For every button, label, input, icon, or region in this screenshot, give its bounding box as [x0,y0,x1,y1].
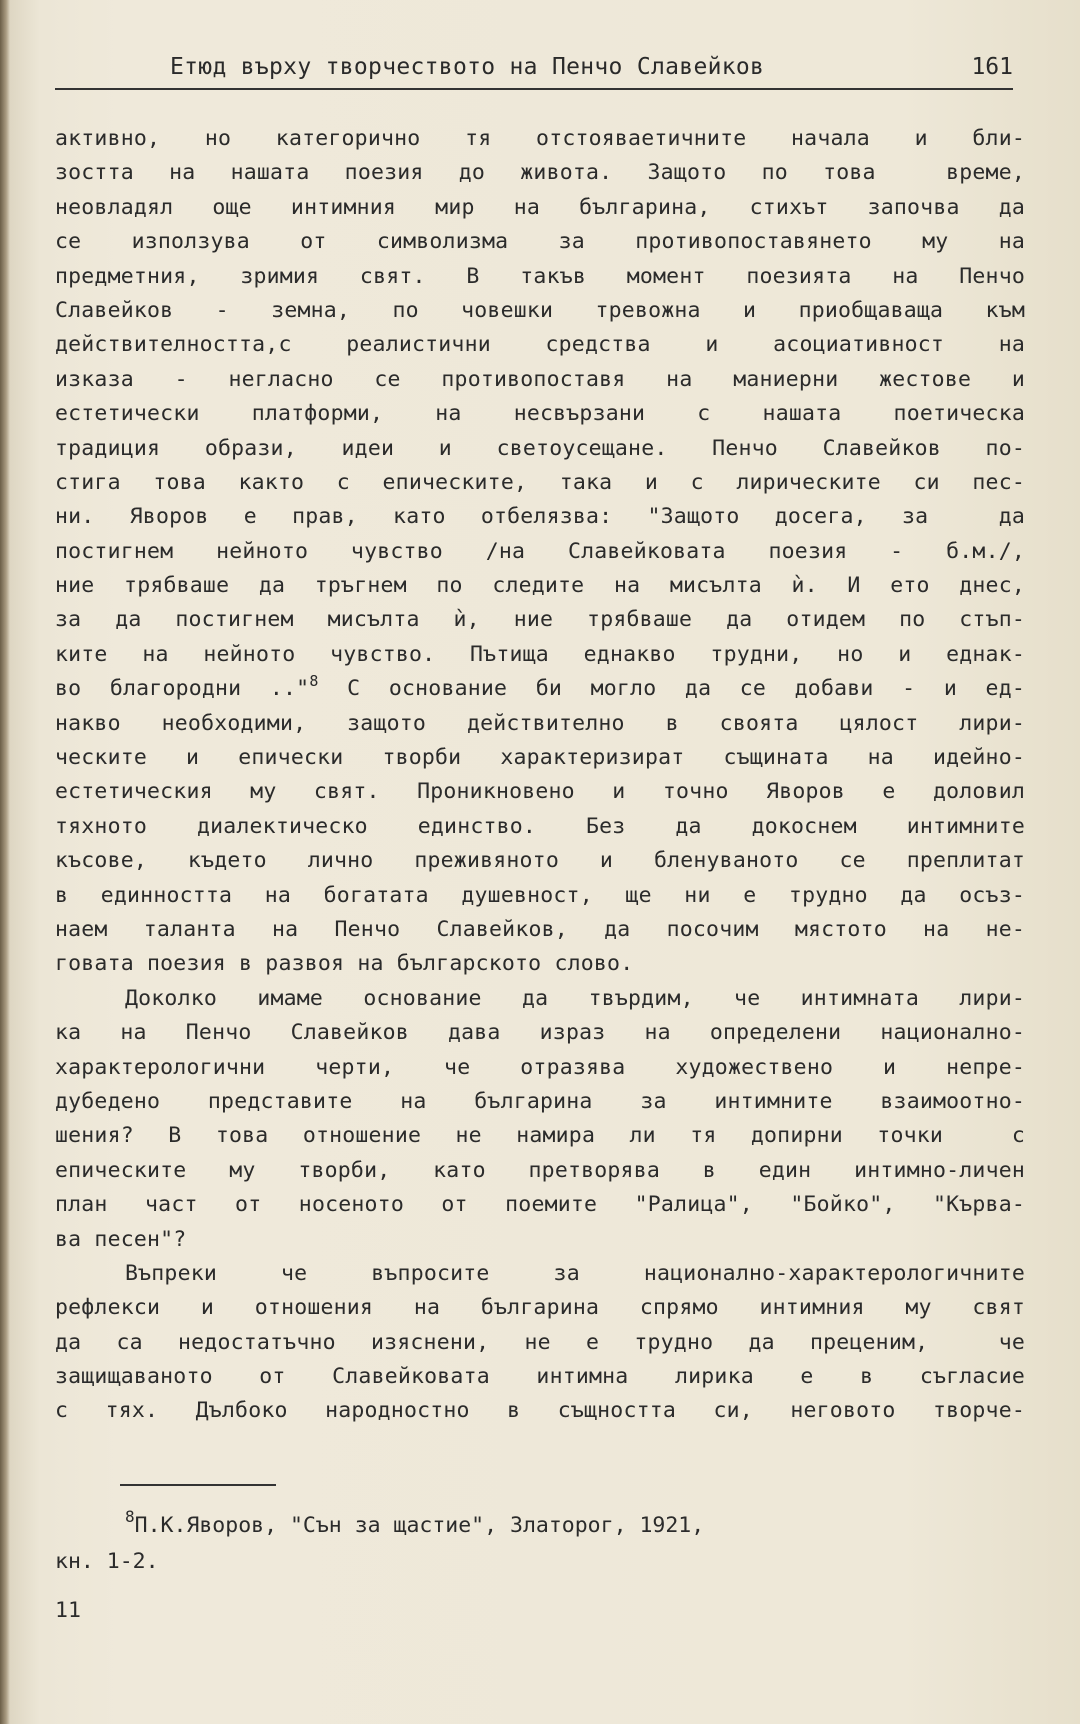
text-line: стига това както с епическите, така и с лирическите си пес- [55,469,1025,495]
text-line: дубедено представите на българина за интимните взаимоотно- [55,1088,1025,1114]
text-line: план част от носеното от поемите "Ралица", "Бойко", "Кърва- [55,1192,1025,1218]
text-line: ческите и епически творби характеризират същината на идейно- [55,745,1025,771]
text-line: наем таланта на Пенчо Славейков, да посочим мястото на не- [55,916,1025,942]
text-line-paragraph-start: Въпреки че въпросите за национално-характерологичните [125,1260,1025,1286]
text-line: традиция образи, идеи и светоусещане. Пенчо Славейков по- [55,435,1025,461]
footnote-number: 8 [125,1507,135,1526]
text-line: тяхното диалектическо единство. Без да докоснем интимните [55,813,1025,839]
book-spine-shadow [0,0,10,1724]
body-text [55,122,1025,1429]
text-segment: С основание би могло да се добави - и ед- [318,676,1025,702]
footnote-reference[interactable]: 8 [309,672,319,691]
page-number: 161 [971,54,1013,80]
text-line: предметния, зримия свят. В такъв момент поезията на Пенчо [55,263,1025,289]
text-line: защищаваното от Славейковата интимна лирика е в съгласие [55,1364,1025,1390]
text-line: изказа - негласно се противопоставя на маниерни жестове и [55,366,1025,392]
footnote-separator [120,1484,276,1486]
running-title: Етюд върху творчеството на Пенчо Славейков [170,54,765,80]
text-line: рефлекси и отношения на българина спрямо интимния му свят [55,1295,1025,1321]
footnote-text: П.К.Яворов, "Сън за щастие", Златорог, 1921, [134,1513,705,1538]
footnote-line: кн. 1-2. [55,1549,159,1574]
text-line: ва песен"? [55,1226,187,1252]
text-line: шения? В това отношение не намира ли тя допирни точки с [55,1123,1025,1149]
text-line: ние трябваше да тръгнем по следите на мисълта ѝ. И ето днес, [55,573,1025,599]
text-line: накво необходими, защото действително в своята цялост лири- [55,710,1025,736]
text-line: с тях. Дълбоко народностно в същността си, неговото творче- [55,1398,1025,1424]
text-line: ка на Пенчо Славейков дава израз на определени национално- [55,1020,1025,1046]
text-line: ките на нейното чувство. Пътища еднакво трудни, но и еднак- [55,641,1025,667]
text-line: активно, но категорично тя отстояваетичните начала и бли- [55,126,1025,151]
running-head [55,52,1013,90]
text-line: ни. Яворов е прав, като отбелязва: "Защото досега, за да [55,504,1025,530]
printer-signature: 11 [55,1598,81,1623]
text-line-with-footnote-ref [55,672,1025,706]
footnote-line [55,1508,955,1544]
text-line: епическите му творби, като претворява в един интимно-личен [55,1157,1025,1183]
text-line: характерологични черти, че отразява художествено и непре- [55,1054,1025,1080]
text-line: Славейков - земна, по човешки тревожна и приобщаваща към [55,297,1025,323]
text-line: естетическия му свят. Проникновено и точно Яворов е доловил [55,779,1025,805]
text-line: постигнем нейното чувство /на Славейковата поезия - б.м./, [55,538,1025,564]
text-segment: во благородни .." [55,676,310,702]
footnote [55,1508,955,1580]
text-line: действителността,с реалистични средства и асоциативност на [55,332,1025,358]
text-line: неовладял още интимния мир на българина, стихът започва да [55,194,1025,220]
text-line: в единността на богатата душевност, ще ни е трудно да осъз- [55,882,1025,908]
text-line: естетически платформи, на несвързани с нашата поетическа [55,401,1025,427]
text-line-paragraph-start: Доколко имаме основание да твърдим, че интимната лири- [125,985,1025,1011]
text-line: се използува от символизма за противопоставянето му на [55,229,1025,255]
text-line: за да постигнем мисълта ѝ, ние трябваше да отидем по стъп- [55,607,1025,633]
text-line: да са недостатъчно изяснени, не е трудно да преценим, че [55,1329,1025,1355]
text-line: говата поезия в развоя на българското слово. [55,951,634,977]
text-line: зостта на нашата поезия до живота. Защото по това време, [55,160,1025,186]
text-line: късове, където лично преживяното и бленуваното се преплитат [55,848,1025,874]
